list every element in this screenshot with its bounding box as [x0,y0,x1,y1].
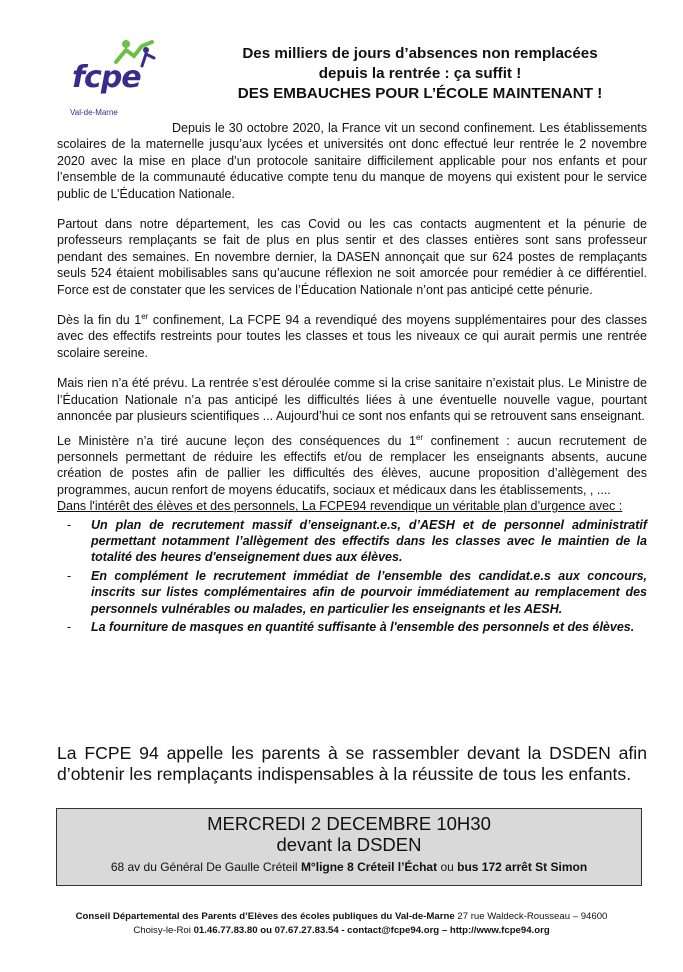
paragraph-intro: Depuis le 30 octobre 2020, la France vit un second confinement. Les établissements scolaires de la maternelle jusqu’aux lycées et universités ont donc effectué leur rentrée le 2 novembre 2020 avec la mise en place d’un protocole sanitaire difficilement applicable pour nos enfants et pour l’ensemble de la communauté éducative compte tenu du manque de moyens qui existent pour le service public de L’Éducation Nationale. [57,121,647,201]
demand-item: - Un plan de recrutement massif d’enseignant.e.s, d’AESH et de personnel administratif permettant notamment l’allègement des effectifs dans les classes avec le maintien de la totalité des heures d'enseignement dues aux élèves. [67,517,647,565]
fcpe-logo-tagline: Val-de-Marne [70,108,118,117]
demand-bullet: - [67,517,72,532]
paragraph-emergency-plan: Dans l'intérêt des élèves et des personnels, La FCPE94 revendique un véritable plan d’urgence avec : [57,499,623,514]
demand-item: - La fourniture de masques en quantité suffisante à l'ensemble des personnels et des élèves. [67,619,635,634]
headline-line-3: DES EMBAUCHES POUR L’ÉCOLE MAINTENANT ! [237,85,603,102]
demands-list [57,517,647,636]
event-box [56,808,642,886]
event-date: MERCREDI 2 DECEMBRE 10H30 [207,813,491,834]
paragraph-shortage: Partout dans notre département, les cas Covid ou les cas contacts augmentent et la pénurie de professeurs remplaçants se fait de plus en plus sentir et des classes entières sont sans professeur pendant des semaines. En novembre dernier, la DASEN annonçait que sur 624 postes de remplaçants seuls 524 étaient mobilisables sans qu’aucune réflexion ne soit amorcée pour remédier à ce différentiel. Force est de constater que les services de l’Éducation Nationale n’ont pas anticipé cette pénurie. [57,217,647,297]
footer-line-1: Conseil Départemental des Parents d’Elèves des écoles publiques du Val-de-Marne 27 rue Waldeck-Rousseau – 94600 [75,911,608,922]
article-body [57,120,647,637]
headline-line-1: Des milliers de jours d’absences non remplacées [242,45,598,62]
footer-line-2: Choisy-le-Roi 01.46.77.83.80 ou 07.67.27.83.54 - contact@fcpe94.org – http://www.fcpe94.org [133,925,550,936]
demand-bullet: - [67,568,72,583]
paragraph-nothing-planned: Mais rien n’a été prévu. La rentrée s’est déroulée comme si la crise sanitaire n’existait plus. Le Ministre de l’Éducation Nationale n’a pas anticipé les difficultés liées à une éventuelle nouvelle vague, pourtant annoncée par plusieurs scientifiques ... Aujourd’hui ce sont nos enfants qui se retrouvent sans enseignant. [57,376,647,424]
headline [170,44,670,104]
headline-line-2: depuis la rentrée : ça suffit ! [318,65,522,82]
demand-bullet: - [67,619,72,634]
demand-item: - En complément le recrutement immédiat de l’ensemble des candidat.e.s aux concours, inscrits sur listes complémentaires afin de pourvoir immédiatement au remplacement des personnels vulnérables ou malades, en particulier les enseignants et les AESH. [67,568,647,616]
paragraph-ministry: Le Ministère n’a tiré aucune leçon des conséquences du 1er confinement : aucun recrutement de personnels permettant de réduire les effectifs et/ou de remplacer les enseignants absents, aucune création de postes afin de pallier les difficultés des élèves, aucune proposition d’allègement des programmes, aucun renfort de moyens éducatifs, sociaux et médicaux dans les établissements, , .... [57,432,647,497]
footer-contact [40,910,643,938]
fcpe-logo-wordmark: fcpe [72,60,141,95]
event-place: devant la DSDEN [276,834,422,855]
appeal-text: La FCPE 94 appelle les parents à se rassembler devant la DSDEN afin d’obtenir les remplaçants indispensables à la réussite de tous les enfants. [57,743,647,784]
fcpe-logo [66,38,156,120]
paragraph-demands-history: Dès la fin du 1er confinement, La FCPE 94 a revendiqué des moyens supplémentaires pour des classes avec des effectifs restreints pour toutes les classes et tous les niveaux ce qui aurait permis une rentrée scolaire sereine. [57,311,647,360]
event-address: 68 av du Général De Gaulle Créteil M°ligne 8 Créteil l’Échat ou bus 172 arrêt St Simon [110,860,588,874]
